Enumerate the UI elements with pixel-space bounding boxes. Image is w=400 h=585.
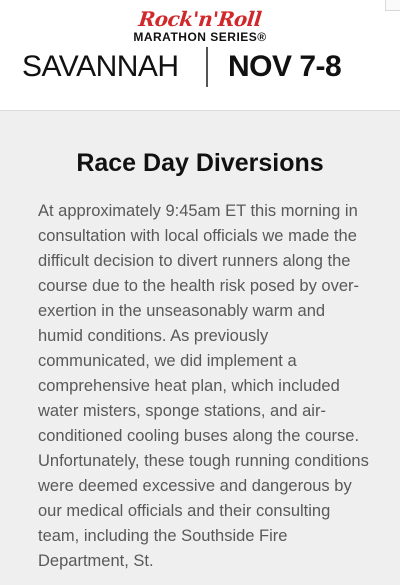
brand-subtitle: MARATHON SERIES® [133,30,267,44]
event-header [0,0,400,111]
brand-logo[interactable]: Rock'n'Roll [137,7,263,31]
event-city: SAVANNAH [22,50,179,83]
article-body: At approximately 9:45am ET this morning in consultation with local officials we made the difficult decision to divert runners along the course due to the health risk posed by over-exertion in the unseasonably warm and humid conditions. As previously communicated, we did implement a comprehensive heat plan, which included water misters, sponge stations, and air-conditioned cooling buses along the course. Unfortunately, these tough running conditions were deemed excessive and dangerous by our medical officials and their consulting team, including the Southside Fire Department, St. [38,202,369,570]
header-divider [206,47,208,87]
article-title: Race Day Diversions [76,149,324,177]
event-dates: NOV 7-8 [228,50,342,83]
